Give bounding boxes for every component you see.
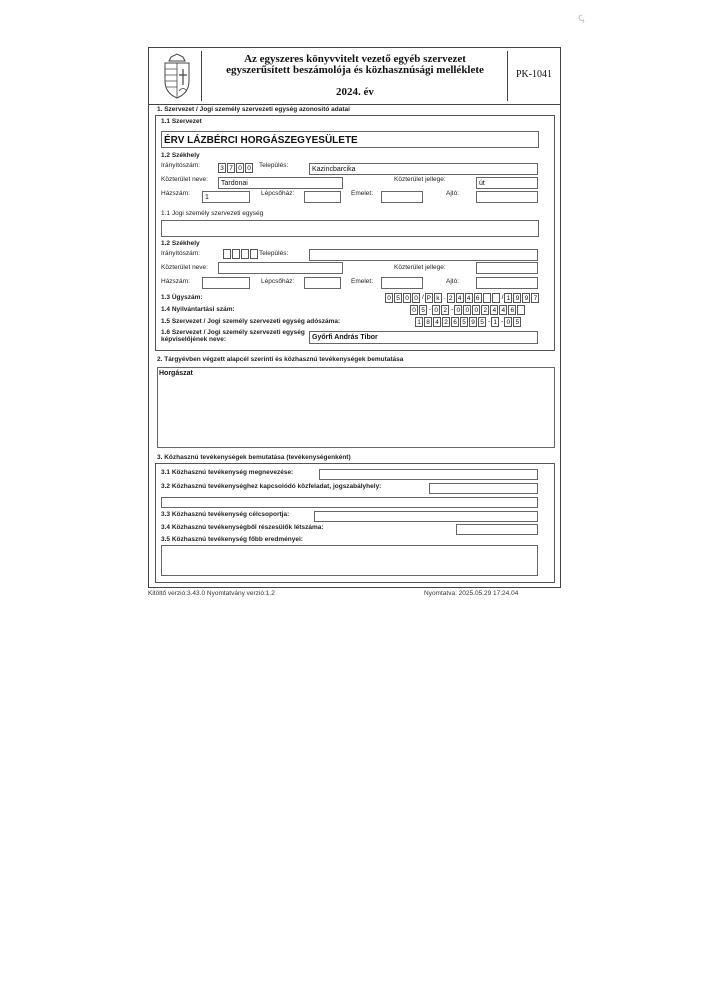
l31-field[interactable] [319,469,538,480]
seat1-label: 1.2 Székhely [161,152,200,159]
reg-number-cell: 0 [410,305,418,315]
tax-number-cell: 8 [424,317,432,327]
reg-number-cell [517,305,525,315]
l32-field-a[interactable] [429,483,538,494]
l34-label: 3.4 Közhasznú tevékenységből részesülők létszáma: [161,524,324,531]
tax-number-cell: 0 [504,317,512,327]
l33-label: 3.3 Közhasznú tevékenység célcsoportja: [161,511,290,518]
zip-digit: 7 [227,163,235,173]
rep-label [161,329,305,343]
seat2-street-type-field[interactable] [476,262,538,274]
seat2-door-label: Ajtó: [446,278,460,285]
l34-field[interactable] [456,524,538,535]
case-number-cell: 9 [513,293,521,303]
section3-title: 3. Közhasznú tevékenységek bemutatása (tevékenységenként) [157,454,351,461]
seat1-stair-field[interactable] [304,191,341,203]
zip-cell [223,249,231,259]
tax-number-cell: 6 [451,317,459,327]
tax-number-cell: - [501,318,504,325]
unit-name-field[interactable] [161,220,539,237]
seat1-city-field[interactable] [309,163,538,175]
case-number-cell: 6 [474,293,482,303]
case-number-cell: / [422,294,424,301]
zip-cell [250,249,258,259]
seat2-door-field[interactable] [476,277,538,289]
tax-number-cell: 5 [460,317,468,327]
rep-name-value: Győrfi András Tibor [312,334,378,341]
case-number-cell [492,293,500,303]
seat2-house-field[interactable] [202,277,250,289]
form-title-line2: egyszerűsített beszámolója és közhasznúsági melléklete [226,64,484,76]
reg-number-cell: 4 [490,305,498,315]
seat1-city-label: Település: [259,162,289,169]
seat1-door-label: Ajtó: [446,190,460,197]
seat2-floor-field[interactable] [381,277,423,289]
case-number-cell: / [501,294,504,301]
l32-label: 3.2 Közhasznú tevékenységhez kapcsolódó közfeladat, jogszabályhely: [161,483,382,490]
seat1-stair-label: Lépcsőház: [261,190,295,197]
form-sheet [148,47,561,588]
tax-number-field[interactable] [415,317,522,327]
seat2-zip-label: Irányítószám: [161,250,201,257]
tax-number-cell: 2 [442,317,450,327]
reg-number-cell: - [451,306,454,313]
case-number-cell: 4 [456,293,464,303]
org-name-field[interactable] [161,131,539,148]
section2-content: Horgászat [159,370,193,377]
reg-number-cell: 5 [419,305,427,315]
seat2-street-field[interactable] [218,262,343,274]
reg-number-cell: 2 [481,305,489,315]
case-number-cell: P [426,295,431,302]
reg-number-cell: 0 [454,305,462,315]
tax-number-cell: 9 [469,317,477,327]
seat1-street-value: Tardonai [221,180,248,187]
rep-label-line1: 1.6 Szervezet / Jogi személy szervezeti egység [161,329,305,336]
tax-number-cell: 1 [491,317,499,327]
case-number-cell: 0 [403,293,411,303]
seat2-label: 1.2 Székhely [161,240,200,247]
reg-number-cell: - [429,306,432,313]
case-number-field[interactable] [385,293,540,303]
case-number-cell: 0 [385,293,393,303]
zip-cell [232,249,240,259]
case-number-label: 1.3 Ügyszám: [161,294,203,301]
org-label: 1.1 Szervezet [161,118,202,125]
reg-number-label: 1.4 Nyilvántartási szám: [161,306,235,313]
form-title [205,54,505,76]
form-code: PK-1041 [507,51,560,101]
zip-digit: 3 [218,163,226,173]
tax-number-cell: 4 [433,317,441,327]
section2-text-field[interactable] [157,367,555,448]
footer-version: Kitöltő verzió:3.43.0 Nyomtatvány verzió:1.2 [148,590,275,597]
case-number-cell: 7 [531,293,539,303]
l33-field[interactable] [314,511,538,522]
coat-of-arms-icon [153,51,202,101]
seat2-street-type-label: Közterület jellege: [394,264,446,271]
reg-number-cell: 6 [508,305,516,315]
case-number-cell: 5 [394,293,402,303]
tax-number-cell: - [488,318,491,325]
reg-number-field[interactable] [410,305,526,315]
seat2-city-label: Település: [259,250,289,257]
section1-title: 1. Szervezet / Jogi személy szervezeti egység azonosító adatai [157,106,350,113]
seat1-street-type-field[interactable] [476,177,538,189]
case-number-cell: 1 [504,293,512,303]
seat1-house-label: Házszám: [161,190,190,197]
reg-number-cell: 2 [441,305,449,315]
seat1-zip-label: Irányítószám: [161,162,201,169]
form-title-line1: Az egyszeres könyvvitelt vezető egyéb szervezet [244,53,466,65]
seat1-street-type-label: Közterület jellege: [394,176,446,183]
case-number-cell: 9 [522,293,530,303]
tax-number-label: 1.5 Szervezet / Jogi személy szervezeti egység adószáma: [161,318,341,325]
seat2-house-label: Házszám: [161,278,190,285]
case-number-cell: 0 [412,293,420,303]
seat1-house-value: 1 [205,194,209,201]
org-name-value: ÉRV LÁZBÉRCI HORGÁSZEGYESÜLETE [164,135,358,146]
seat1-door-field[interactable] [476,191,538,203]
seat2-zip-field[interactable] [223,249,259,259]
case-number-cell: 2 [447,293,455,303]
seat1-city-value: Kazincbarcika [312,166,356,173]
reg-number-cell: 0 [432,305,440,315]
zip-cell [241,249,249,259]
seat2-stair-label: Lépcsőház: [261,278,295,285]
tax-number-cell: 5 [513,317,521,327]
seat2-street-label: Közterület neve: [161,264,208,271]
tax-number-cell: 1 [415,317,423,327]
seat1-floor-field[interactable] [381,191,423,203]
l32-field-b[interactable] [161,497,538,508]
seat1-floor-label: Emelet: [351,190,374,197]
section2-title: 2. Tárgyévben végzett alapcél szerinti és közhasznú tevékenységek bemutatása [157,356,404,363]
reg-number-cell: 4 [499,305,507,315]
form-year: 2024. év [336,86,374,98]
footer-printed: Nyomtatva: 2025.05.29 17.24.04 [424,590,519,597]
seat2-floor-label: Emelet: [351,278,374,285]
l31-label: 3.1 Közhasznú tevékenység megnevezése: [161,469,294,476]
seat2-stair-field[interactable] [304,277,341,289]
reg-number-cell: 0 [463,305,471,315]
case-number-cell [483,293,491,303]
zip-digit: 0 [245,163,253,173]
seat1-street-label: Közterület neve: [161,176,208,183]
seat1-street-field[interactable] [218,177,343,189]
reg-number-cell: 0 [472,305,480,315]
form-header [149,48,560,105]
zip-digit: 0 [236,163,244,173]
l35-label: 3.5 Közhasznú tevékenység főbb eredményei: [161,536,303,543]
l35-field[interactable] [161,545,538,576]
seat1-street-type-value: út [479,180,485,187]
rep-label-line2: képviselőjének neve: [161,336,227,343]
corner-mark: ꞔ [576,11,586,25]
seat1-house-field[interactable] [202,191,250,203]
rep-name-field[interactable] [309,331,538,344]
case-number-cell: . [443,294,446,301]
seat1-zip-field[interactable] [218,163,254,173]
seat2-city-field[interactable] [309,249,538,261]
case-number-cell: k [434,293,442,303]
tax-number-cell: 5 [478,317,486,327]
unit-label: 1.1 Jogi személy szervezeti egység [161,210,264,217]
case-number-cell: 4 [465,293,473,303]
